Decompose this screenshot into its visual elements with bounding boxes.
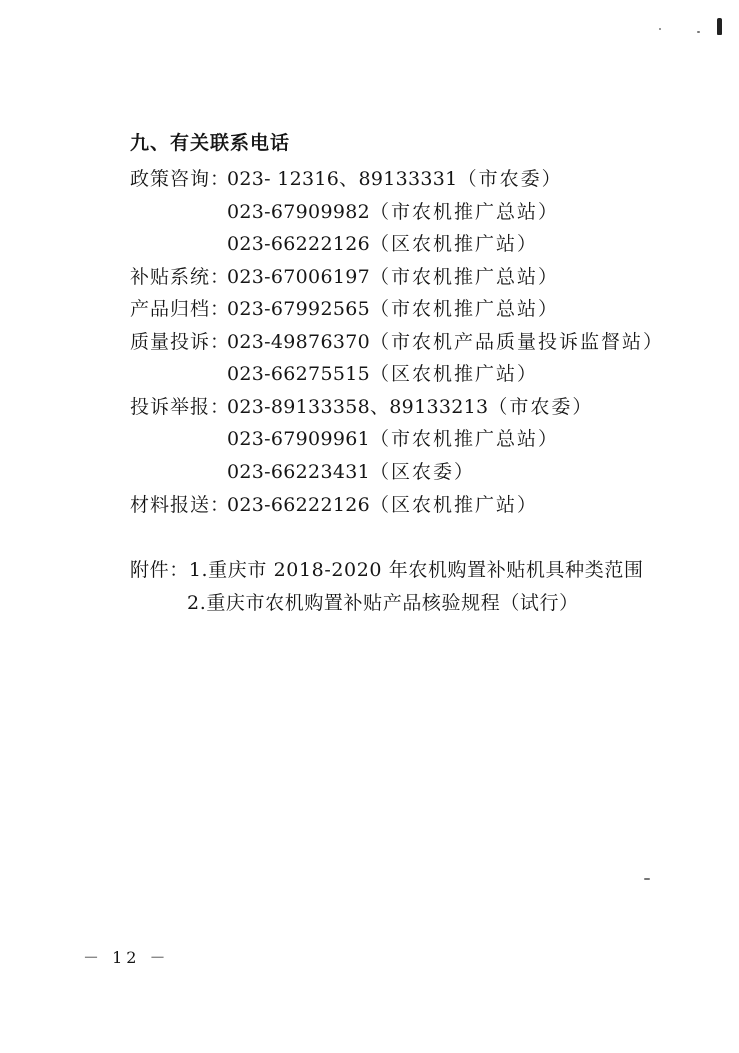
contact-org: （市农委） [488,396,594,418]
contact-phone: 023-66222126 [227,494,370,516]
contact-phone: 023-66275515 [227,363,370,385]
contact-label: 投诉举报： [130,396,231,418]
contact-org: （区农机推广站） [370,494,539,516]
contact-org: （市农机推广总站） [370,298,560,320]
contact-phone: 023-67909961 [227,428,370,450]
attachment-item: 2.重庆市农机购置补贴产品核验规程（试行） [187,592,579,614]
scan-speck [697,31,700,33]
contact-org: （市农机推广总站） [370,428,560,450]
contact-phone: 023-66222126 [227,233,370,255]
contact-phone: 023-67992565 [227,298,370,320]
contact-phone: 023-66223431 [227,461,370,483]
section-title: 九、有关联系电话 [130,132,291,154]
contact-line [130,490,538,517]
contact-line [130,262,559,289]
contact-org: （区农委） [370,461,476,483]
page-number: － 12 － [83,948,170,967]
contact-org: （市农机推广总站） [370,266,560,288]
contact-label: 材料报送： [130,494,231,516]
contact-phone: 023-67909982 [227,201,370,223]
contact-org: （市农机推广总站） [370,201,560,223]
attachment-item: 1.重庆市 2018-2020 年农机购置补贴机具种类范围 [188,559,644,581]
contact-phone: 023-67006197 [227,266,370,288]
contact-line [130,392,593,419]
contact-line [130,359,538,386]
contact-label: 补贴系统： [130,266,231,288]
contact-phone: 023-49876370 [227,331,370,353]
contact-label: 产品归档： [130,298,231,320]
contact-org: （市农委） [457,168,563,190]
contact-line [130,197,559,224]
contact-line [130,164,563,191]
contact-phone: 023-89133358、89133213 [227,396,489,418]
contact-line [130,229,538,256]
contact-org: （区农机推广站） [370,233,539,255]
contact-line [130,294,559,321]
scan-speck [659,28,661,30]
contact-label: 政策咨询： [130,168,231,190]
contact-line [130,327,664,354]
contact-line [130,424,559,451]
contact-phone: 023- 12316、89133331 [227,168,458,190]
contact-line [130,457,475,484]
attachment-line [187,588,579,615]
contact-org: （市农机产品质量投诉监督站） [370,331,665,353]
attachment-line [130,555,644,582]
contact-org: （区农机推广站） [370,363,539,385]
scan-speck [644,878,650,880]
corner-scan-mark [717,18,722,35]
contact-label: 质量投诉： [130,331,231,353]
attachment-label: 附件： [130,559,189,581]
